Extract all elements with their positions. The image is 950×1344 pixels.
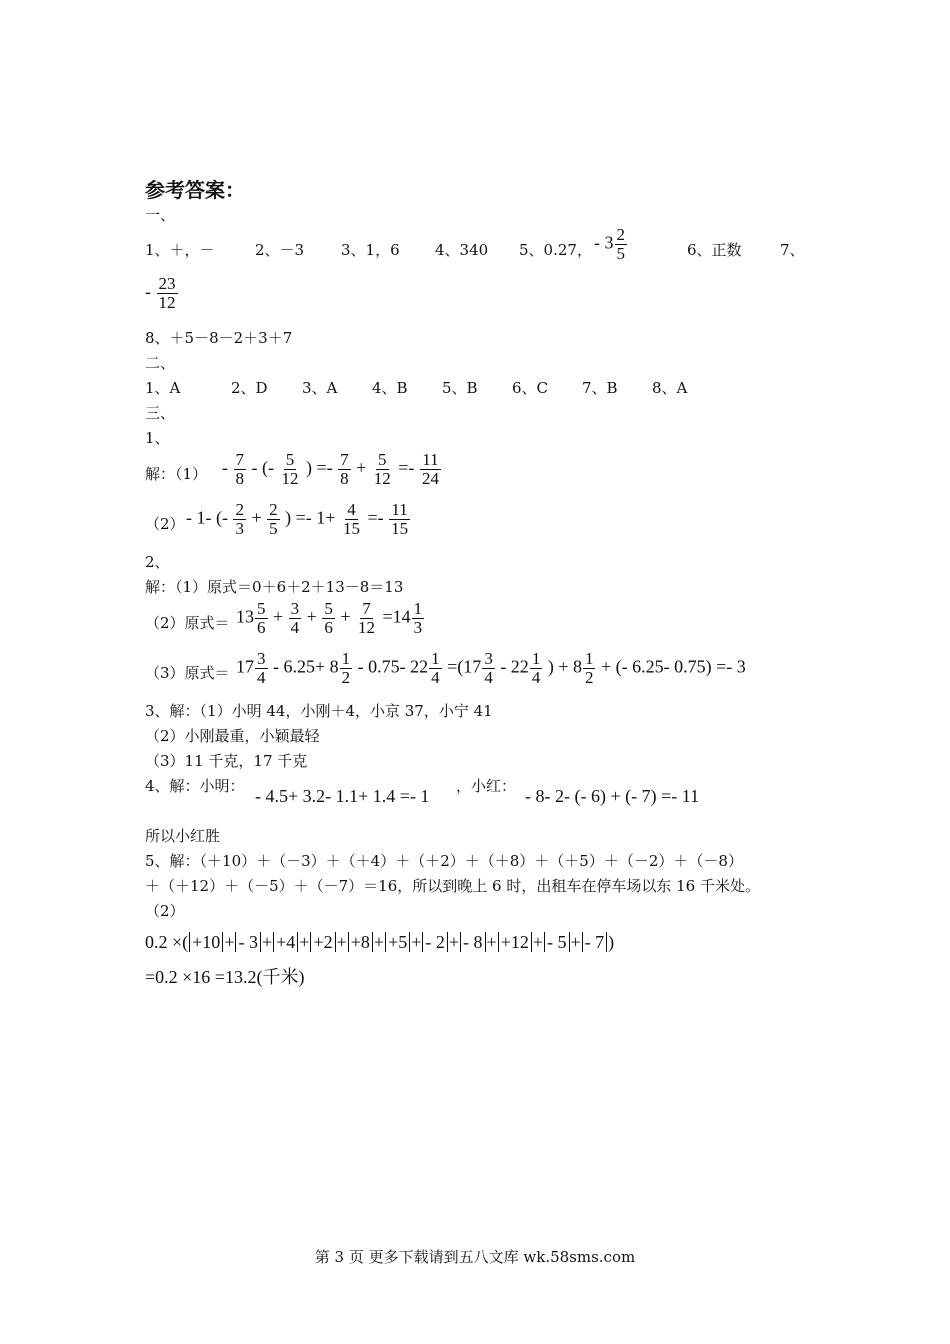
section-2-heading: 二、 xyxy=(145,354,176,372)
s1-q3: 3、1，6 xyxy=(341,241,400,259)
denominator: 6 xyxy=(324,617,333,637)
s3-q5-line1: 5、解：（＋10）＋（－3）＋（＋4）＋（＋2）＋（＋8）＋（＋5）＋（－2）＋（－8） xyxy=(145,852,743,870)
plus: + xyxy=(448,932,460,952)
fraction xyxy=(279,451,300,488)
fraction xyxy=(157,275,178,312)
numerator: 7 xyxy=(235,450,244,469)
numerator: 1 xyxy=(413,599,423,618)
operator: =- xyxy=(398,457,415,478)
fraction xyxy=(389,501,410,538)
s2-answer-7: 7、B xyxy=(582,379,618,397)
s3-q5-result: =0.2 ×16 =13.2(千米) xyxy=(145,967,305,987)
s1-q7-answer xyxy=(145,275,179,312)
fraction xyxy=(482,650,495,687)
s3-q2b-equation xyxy=(236,600,425,637)
abs-value: +8 xyxy=(348,932,373,952)
s2-answer-1: 1、A xyxy=(145,379,181,397)
denominator: 4 xyxy=(531,667,541,687)
s3-q3c: （3）11 千克，17 千克 xyxy=(145,752,308,770)
s3-q5-part2: （2） xyxy=(145,902,185,920)
numerator: 3 xyxy=(290,599,300,618)
fraction xyxy=(530,650,543,687)
answer-title: 参考答案： xyxy=(145,178,245,202)
operator: + xyxy=(273,606,284,627)
abs-value: - 7 xyxy=(582,932,608,952)
s1-q6: 6、正数 xyxy=(687,241,742,259)
operator: - xyxy=(222,457,228,478)
operator: - 0.75- 22 xyxy=(357,656,429,677)
fraction xyxy=(340,650,353,687)
abs-value: +2 xyxy=(310,932,335,952)
fraction xyxy=(255,600,268,637)
fraction xyxy=(420,451,441,488)
numerator: 1 xyxy=(584,649,594,668)
abs-value: +12 xyxy=(498,932,532,952)
abs-value: - 5 xyxy=(544,932,570,952)
mixed-whole: - 3 xyxy=(594,232,614,253)
s3-q2-label: 2、 xyxy=(145,553,170,571)
s3-q2b-prefix: （2）原式＝ xyxy=(145,614,230,632)
s3-q1b-prefix: （2） xyxy=(145,515,185,533)
s1-q5-mixed-number xyxy=(594,226,628,263)
numerator: 1 xyxy=(341,649,351,668)
fraction xyxy=(255,650,268,687)
denominator: 4 xyxy=(484,667,493,687)
s3-q5-line2: ＋（＋12）＋（－5）＋（－7）＝16，所以到晚上 6 时，出租车在停车场以东 16 千米处。 xyxy=(145,877,760,895)
abs-value: - 2 xyxy=(422,932,448,952)
s3-q4-conclusion: 所以小红胜 xyxy=(145,827,221,845)
denominator: 15 xyxy=(391,518,409,538)
s1-q1: 1、＋，－ xyxy=(145,241,215,259)
operator: - 1- (- xyxy=(186,507,228,528)
numerator: 5 xyxy=(324,599,333,618)
s1-q2: 2、－3 xyxy=(255,241,305,259)
numerator: 3 xyxy=(484,649,493,668)
numerator: 3 xyxy=(257,649,266,668)
numerator: 2 xyxy=(235,500,244,519)
s1-q7-label: 7、 xyxy=(780,241,805,259)
numerator: 7 xyxy=(340,450,349,469)
operator: + (- 6.25- 0.75) =- 3 xyxy=(600,656,746,677)
calc-end: ) xyxy=(608,932,615,952)
operator: =14 xyxy=(382,606,411,627)
s3-q1a-prefix: 解：（1） xyxy=(145,465,208,483)
fraction xyxy=(341,501,362,538)
s3-q1b-equation xyxy=(186,501,411,538)
section-1-heading: 一、 xyxy=(145,206,176,224)
s2-answer-2: 2、D xyxy=(231,379,268,397)
fraction xyxy=(412,600,425,637)
fraction xyxy=(267,501,280,538)
s3-q4-prefix: 4、解：小明： xyxy=(145,777,245,795)
s3-q1-label: 1、 xyxy=(145,429,170,447)
abs-value: +5 xyxy=(385,932,410,952)
operator: ) =- xyxy=(305,457,333,478)
s3-q4-mid: ，小红： xyxy=(456,777,517,795)
fraction xyxy=(338,451,351,488)
numerator: 2 xyxy=(269,500,278,519)
numerator: 2 xyxy=(616,225,625,244)
denominator: 15 xyxy=(342,518,360,538)
fraction xyxy=(583,650,596,687)
denominator: 12 xyxy=(281,468,299,488)
s1-q4: 4、340 xyxy=(435,241,489,259)
fraction xyxy=(356,600,377,637)
operator: + xyxy=(251,507,262,528)
plus: + xyxy=(570,932,581,952)
s2-answer-5: 5、B xyxy=(442,379,478,397)
operator: 17 xyxy=(236,656,254,677)
s3-q3a: 3、解：（1）小明 44，小刚＋4，小京 37，小宁 41 xyxy=(145,702,493,720)
numerator: 5 xyxy=(285,450,295,469)
operator: + xyxy=(340,606,351,627)
operator: + xyxy=(306,606,317,627)
s2-answer-4: 4、B xyxy=(372,379,408,397)
denominator: 4 xyxy=(431,667,440,687)
s3-q3b: （2）小刚最重，小颖最轻 xyxy=(145,727,320,745)
denominator: 6 xyxy=(257,617,266,637)
denominator: 12 xyxy=(357,617,375,637)
denominator: 12 xyxy=(373,468,391,488)
minus-sign: - xyxy=(145,281,151,302)
s3-q4-expr-hong: - 8- 2- (- 6) + (- 7) =- 11 xyxy=(525,786,700,806)
plus: + xyxy=(299,932,310,952)
s1-q8: 8、＋5－8－2＋3＋7 xyxy=(145,329,293,347)
denominator: 5 xyxy=(616,243,625,263)
operator: ) =- 1+ xyxy=(285,507,336,528)
operator: =(17 xyxy=(447,656,482,677)
fraction xyxy=(429,650,442,687)
s2-answer-6: 6、C xyxy=(512,379,549,397)
numerator: 4 xyxy=(347,500,356,519)
s3-q4-expr-ming: - 4.5+ 3.2- 1.1+ 1.4 =- 1 xyxy=(255,786,430,806)
operator: ) + 8 xyxy=(547,656,582,677)
fraction xyxy=(234,451,247,488)
s3-q2a: 解：（1）原式＝0＋6＋2＋13－8＝13 xyxy=(145,578,404,596)
abs-value: - 8 xyxy=(460,932,486,952)
operator: - 6.25+ 8 xyxy=(273,656,339,677)
operator: =- xyxy=(367,507,384,528)
denominator: 3 xyxy=(235,518,244,538)
fraction xyxy=(615,226,628,263)
plus: + xyxy=(224,932,235,952)
abs-value: +10 xyxy=(189,932,223,952)
plus: + xyxy=(532,932,543,952)
denominator: 24 xyxy=(421,468,439,488)
numerator: 1 xyxy=(531,649,541,668)
s1-q5-prefix: 5、0.27， xyxy=(519,241,592,259)
plus: + xyxy=(486,932,497,952)
fraction xyxy=(289,600,302,637)
denominator: 8 xyxy=(235,468,244,488)
fraction xyxy=(322,600,335,637)
s3-q2c-equation xyxy=(236,650,746,687)
numerator: 5 xyxy=(257,599,266,618)
operator: 13 xyxy=(236,606,254,627)
fraction xyxy=(233,501,246,538)
denominator: 5 xyxy=(269,518,278,538)
operator: - 22 xyxy=(500,656,529,677)
denominator: 2 xyxy=(341,667,351,687)
plus: + xyxy=(336,932,347,952)
page-footer: 第 3 页 更多下载请到五八文库 wk.58sms.com xyxy=(314,1248,636,1266)
s3-q2c-prefix: （3）原式＝ xyxy=(145,664,230,682)
abs-value: - 3 xyxy=(235,932,261,952)
s2-answer-3: 3、A xyxy=(302,379,338,397)
calc-start: 0.2 ×( xyxy=(145,932,189,952)
numerator: 7 xyxy=(362,599,371,618)
denominator: 12 xyxy=(158,292,176,312)
fraction xyxy=(372,451,393,488)
numerator: 11 xyxy=(422,450,439,469)
s2-answer-8: 8、A xyxy=(652,379,688,397)
denominator: 2 xyxy=(584,667,594,687)
abs-value: +4 xyxy=(273,932,298,952)
operator: - (- xyxy=(251,457,274,478)
operator: + xyxy=(356,457,367,478)
denominator: 4 xyxy=(290,617,300,637)
numerator: 5 xyxy=(378,450,387,469)
plus: + xyxy=(261,932,273,952)
denominator: 4 xyxy=(257,667,266,687)
denominator: 3 xyxy=(413,617,423,637)
numerator: 23 xyxy=(158,274,176,293)
plus: + xyxy=(411,932,422,952)
s3-q5-calculation xyxy=(145,932,614,953)
section-3-heading: 三、 xyxy=(145,404,176,422)
numerator: 11 xyxy=(391,500,408,519)
plus: + xyxy=(373,932,385,952)
s3-q1a-equation xyxy=(222,451,442,488)
numerator: 1 xyxy=(431,649,440,668)
denominator: 8 xyxy=(340,468,349,488)
